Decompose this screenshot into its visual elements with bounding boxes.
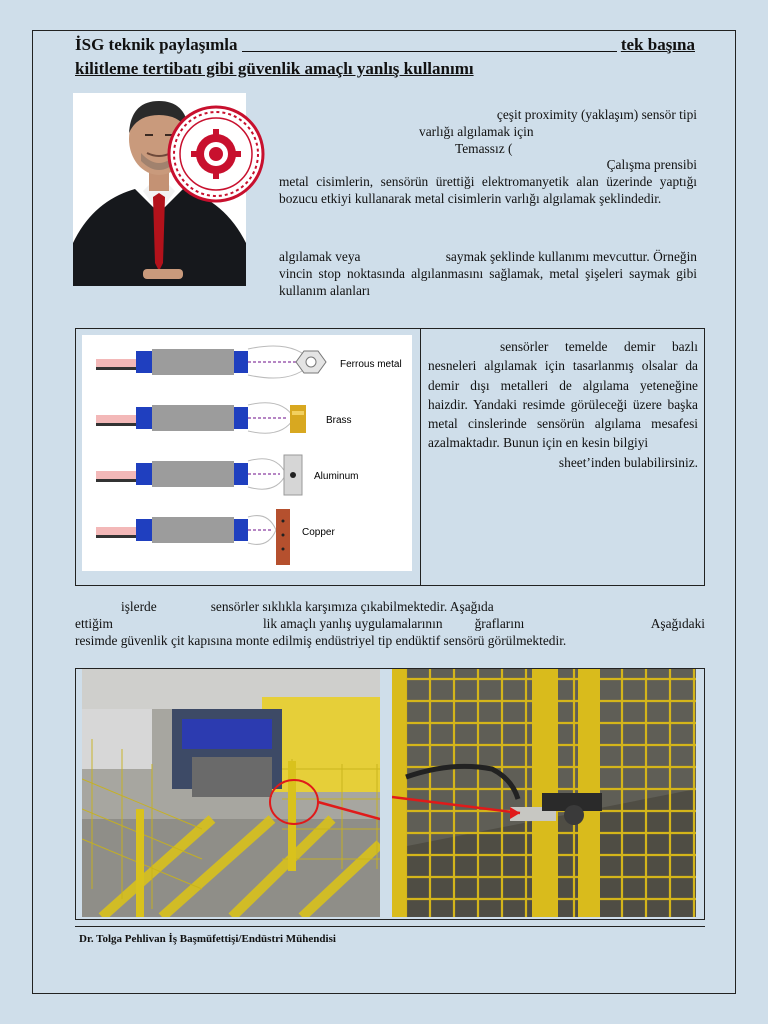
sensor-comparison-box (75, 328, 705, 586)
sensor-box-text: sensörler temelde demir bazlı nesneleri algılamak için tasarlanmış olsalar da demir dışı metalleri de algılama yeteneğine haizdir. Yandaki resimde görüleceği üzere başka metal cinslerinde sensörün algılama mesafesi azalmaktadır. Bunun için en kesin bilgiyi (428, 339, 698, 451)
applications-line-1 (75, 599, 705, 616)
applications-text-1a: işlerde (121, 599, 157, 614)
diagram-label-brass: Brass (326, 415, 352, 426)
title-part-2: tek başına (620, 35, 695, 54)
inductive-sensor-metal-types-diagram (82, 335, 412, 571)
applications-line-3: resimde güvenlik çit kapısına monte edilmiş endüstriyel tip endüktif sensörü görülmektedir. (75, 632, 567, 648)
intro-line-4: Çalışma prensibi (606, 157, 697, 173)
title-line-1 (75, 33, 695, 57)
applications-text-2b: lik amaçlı yanlış uygulamalarının (262, 615, 443, 631)
title-line-2: kilitleme tertibatı gibi güvenlik amaçlı yanlış kullanımı (75, 59, 474, 78)
ministry-seal-logo (167, 105, 265, 203)
applications-text-1b: sensörler sıklıkla karşımıza çıkabilmektedir. Aşağıda (210, 599, 494, 614)
intro-line-3: Temassız ( (455, 140, 513, 156)
applications-text-2c: ğraflarını (474, 615, 525, 631)
diagram-label-copper: Copper (302, 527, 335, 538)
document-title (75, 33, 695, 81)
applications-line-2 (75, 616, 705, 633)
diagram-label-aluminum: Aluminum (314, 471, 359, 482)
footer-rule (75, 926, 705, 927)
sensor-box-last-line: sheet’inden bulabilirsiniz. (558, 454, 698, 470)
intro-line-2: varlığı algılamak için (419, 123, 534, 139)
sensor-box-paragraph (428, 337, 698, 472)
title-blank (242, 33, 617, 52)
applications-text-2a: ettiğim (75, 615, 113, 631)
photo-box (75, 668, 705, 920)
intro-body: metal cisimlerin, sensörün ürettiği elektromanyetik alan üzerinde yaptığı bozucu etkiyi kullanarak metal cisimlerin varlığı algılamak şeklindedir. (279, 174, 697, 206)
author-signature: Dr. Tolga Pehlivan İş Başmüfettişi/Endüstri Mühendisi (79, 933, 336, 945)
intro-line-1: çeşit proximity (yaklaşım) sensör tipi (496, 107, 697, 122)
usage-paragraph: algılamak veya saymak şeklinde kullanımı mevcuttur. Örneğin vincin stop noktasında algılanmasını sağlamak, metal şişeleri saymak gibi kullanım alanları (279, 249, 701, 298)
gate-mounted-inductive-sensor-closeup-photo (392, 669, 696, 917)
box-divider (420, 329, 421, 585)
applications-paragraph (75, 599, 705, 649)
intro-paragraph (279, 107, 697, 208)
diagram-label-ferrous: Ferrous metal (340, 359, 402, 370)
applications-text-2d: Aşağıdaki (650, 615, 705, 631)
safety-fence-gate-overview-photo (82, 669, 380, 917)
title-part-1: İSG teknik paylaşımla (75, 35, 238, 54)
document-page (32, 30, 736, 994)
